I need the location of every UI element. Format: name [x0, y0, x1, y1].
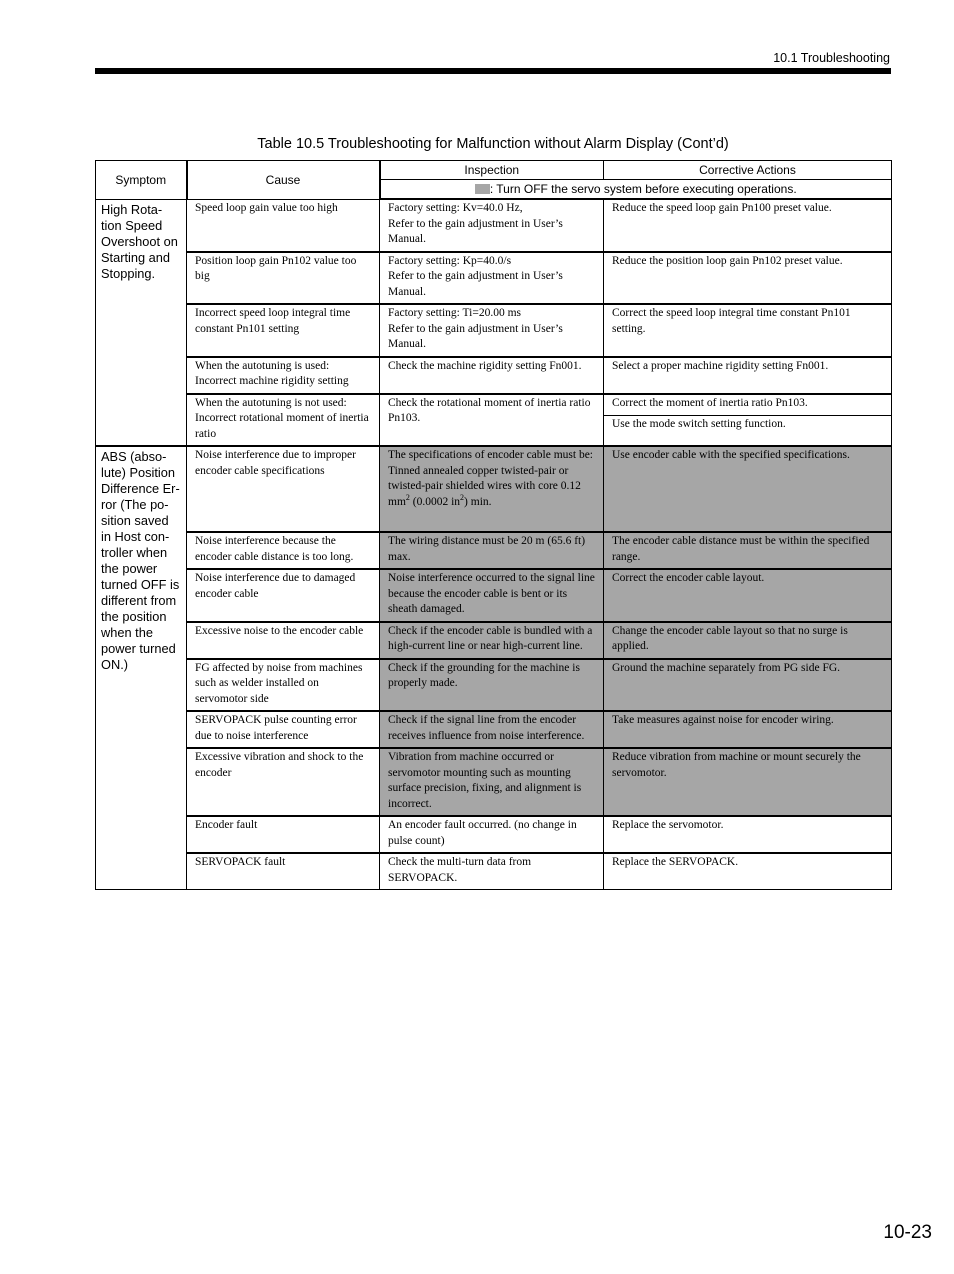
table-title: Table 10.5 Troubleshooting for Malfunction without Alarm Display (Cont’d) — [257, 136, 729, 152]
cause-cell: SERVOPACK pulse counting error due to noise interference — [187, 711, 380, 748]
header-rule — [95, 68, 891, 74]
action-cell: Correct the speed loop integral time constant Pn101 setting. — [604, 304, 892, 357]
inspection-cell: Check if the signal line from the encoder receives influence from noise interference. — [380, 711, 604, 748]
cause-cell: Noise interference because the encoder cable distance is too long. — [187, 532, 380, 569]
cause-cell: Noise interference due to damaged encoder cable — [187, 569, 380, 622]
cause-cell: When the autotuning is used: Incorrect machine rigidity setting — [187, 357, 380, 394]
symptom-header: Symptom — [96, 161, 187, 200]
cause-cell: Position loop gain Pn102 value too big — [187, 252, 380, 305]
action-cell: Select a proper machine rigidity setting Fn001. — [604, 357, 892, 394]
inspection-cell — [380, 252, 604, 305]
symptom-cell: ABS (abso- lute) Position Difference Er- ror (The po- sition saved in Host con- troller when the power turned OFF is different from the position when the power turned ON.) — [96, 446, 187, 890]
action-cell: Use encoder cable with the specified specifications. — [604, 446, 892, 532]
inspection-line: Refer to the gain adjustment in User’s Manual. — [388, 217, 563, 245]
troubleshooting-table — [95, 160, 892, 890]
inspection-cell: Check if the encoder cable is bundled with a high-current line or near high-current line. — [380, 622, 604, 659]
inspection-cell: Check if the grounding for the machine is properly made. — [380, 659, 604, 712]
inspection-cell: Check the machine rigidity setting Fn001. — [380, 357, 604, 394]
inspection-cell: The wiring distance must be 20 m (65.6 ft) max. — [380, 532, 604, 569]
action-cell: Take measures against noise for encoder wiring. — [604, 711, 892, 748]
action-cell: Reduce vibration from machine or mount securely the servomotor. — [604, 748, 892, 816]
inspection-line: Tinned annealed copper twisted-pair or twisted-pair shielded wires with core 0.12 $mm^2$ (0.0002 $in^2$) min. — [388, 464, 581, 508]
inspection-cell: Check the multi-turn data from SERVOPACK. — [380, 853, 604, 890]
cause-cell: Incorrect speed loop integral time constant Pn101 setting — [187, 304, 380, 357]
inspection-line: The specifications of encoder cable must be: — [388, 449, 594, 461]
action-cell: Correct the encoder cable layout. — [604, 569, 892, 622]
action-cell: Reduce the position loop gain Pn102 preset value. — [604, 252, 892, 305]
action-cell: Ground the machine separately from PG side FG. — [604, 659, 892, 712]
cause-cell: Excessive noise to the encoder cable — [187, 622, 380, 659]
cause-cell: Excessive vibration and shock to the encoder — [187, 748, 380, 816]
cause-cell: Encoder fault — [187, 816, 380, 853]
inspection-line: Factory setting: Kp=40.0/s — [388, 254, 512, 267]
action-cell: Replace the servomotor. — [604, 816, 892, 853]
action-cell: The encoder cable distance must be within the specified range. — [604, 532, 892, 569]
cause-header: Cause — [187, 161, 380, 200]
inspection-cell: Noise interference occurred to the signal line because the encoder cable is bent or its sheath damaged. — [380, 569, 604, 622]
action-cell: Change the encoder cable layout so that no surge is applied. — [604, 622, 892, 659]
cause-cell: When the autotuning is not used: Incorrect rotational moment of inertia ratio — [187, 394, 380, 447]
cause-cell: Noise interference due to improper encoder cable specifications — [187, 446, 380, 532]
action-cell: Replace the SERVOPACK. — [604, 853, 892, 890]
cause-cell: SERVOPACK fault — [187, 853, 380, 890]
shading-legend — [380, 180, 892, 200]
cause-cell: FG affected by noise from machines such as welder installed on servomotor side — [187, 659, 380, 712]
inspection-cell — [380, 446, 604, 532]
cause-cell: Speed loop gain value too high — [187, 199, 380, 252]
inspection-line: Refer to the gain adjustment in User’s Manual. — [388, 270, 563, 298]
inspection-line: Factory setting: Ti=20.00 ms — [388, 307, 522, 319]
shading-swatch — [475, 184, 490, 194]
inspection-line: Refer to the gain adjustment in User’s Manual. — [388, 322, 563, 350]
action-cell: Reduce the speed loop gain Pn100 preset value. — [604, 199, 892, 252]
inspection-cell — [380, 199, 604, 252]
shading-legend-text: : Turn OFF the servo system before executing operations. — [489, 182, 797, 196]
inspection-cell — [380, 304, 604, 357]
inspection-cell: Vibration from machine occurred or servomotor mounting such as mounting surface precision, fixing, and alignment is incorrect. — [380, 748, 604, 816]
inspection-header: Inspection — [380, 161, 604, 180]
inspection-line: Factory setting: Kv=40.0 Hz, — [388, 202, 523, 214]
symptom-cell: High Rota- tion Speed Overshoot on Starting and Stopping. — [96, 199, 187, 446]
corrective-header: Corrective Actions — [604, 161, 892, 180]
inspection-cell: An encoder fault occurred. (no change in pulse count) — [380, 816, 604, 853]
action-cell: Correct the moment of inertia ratio Pn103. — [604, 394, 892, 416]
inspection-cell: Check the rotational moment of inertia ratio Pn103. — [380, 394, 604, 447]
section-label: 10.1 Troubleshooting — [773, 51, 890, 65]
action-cell: Use the mode switch setting function. — [604, 415, 892, 446]
page-number: 10-23 — [883, 1222, 932, 1243]
